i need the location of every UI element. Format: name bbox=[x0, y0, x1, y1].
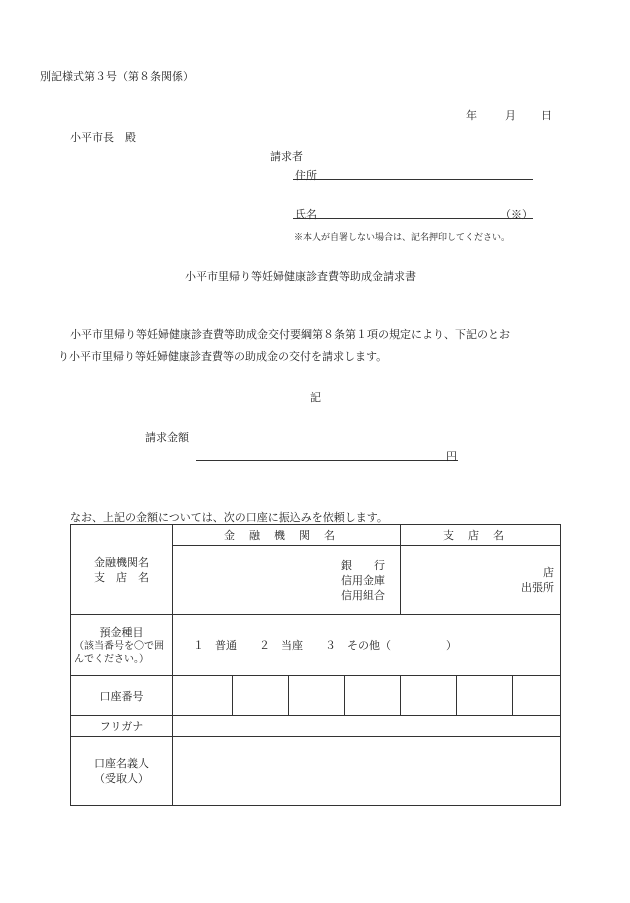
applicant-label: 請求者 bbox=[270, 150, 303, 163]
header-bank-name: 金融機関名 bbox=[173, 525, 401, 546]
account-digit-7[interactable] bbox=[513, 676, 561, 716]
bank-type-shinkin: 信用金庫 bbox=[341, 573, 385, 587]
name-line[interactable] bbox=[293, 218, 533, 219]
branch-type-office: 出張所 bbox=[521, 581, 555, 594]
bank-type-shinkumi: 信用組合 bbox=[341, 588, 385, 602]
body-text-line-2: り小平市里帰り等妊婦健康診査費等の助成金の交付を請求します。 bbox=[58, 350, 388, 363]
header-branch-name: 支店名 bbox=[401, 525, 561, 546]
date-month-label: 月 bbox=[505, 109, 516, 122]
form-number: 別記様式第３号（第８条関係） bbox=[40, 70, 194, 83]
deposit-type-note: （該当番号を〇で囲んでください。） bbox=[74, 640, 164, 665]
seal-mark: （※） bbox=[500, 208, 533, 221]
account-number-label: 口座番号 bbox=[71, 676, 173, 716]
body-text-line-1: 小平市里帰り等妊婦健康診査費等助成金交付要綱第８条第１項の規定により、下記のとお bbox=[70, 328, 510, 341]
account-digit-1[interactable] bbox=[173, 676, 233, 716]
address-label: 住所 bbox=[295, 169, 317, 182]
document-title: 小平市里帰り等妊婦健康診査費等助成金請求書 bbox=[185, 270, 416, 283]
deposit-type-label bbox=[71, 615, 173, 676]
deposit-type-title: 預金種目 bbox=[99, 625, 144, 639]
bank-name-cell[interactable] bbox=[173, 546, 401, 615]
name-label: 氏名 bbox=[295, 208, 317, 221]
account-digit-6[interactable] bbox=[457, 676, 513, 716]
transfer-note: なお、上記の金額については、次の口座に振込みを依頼します。 bbox=[70, 511, 388, 524]
account-digit-3[interactable] bbox=[289, 676, 345, 716]
account-digit-2[interactable] bbox=[233, 676, 289, 716]
account-holder-label bbox=[71, 737, 173, 806]
address-line[interactable] bbox=[293, 179, 533, 180]
bank-type-bank: 銀 行 bbox=[341, 558, 385, 572]
bank-row-label-1: 金融機関名 bbox=[94, 555, 149, 569]
furigana-label: フリガナ bbox=[71, 716, 173, 737]
amount-unit: 円 bbox=[446, 450, 457, 463]
bank-row-label-2: 支 店 名 bbox=[94, 570, 149, 584]
date-year-label: 年 bbox=[466, 109, 477, 122]
account-holder-label-2: （受取人） bbox=[94, 772, 149, 785]
signature-note: ※本人が自署しない場合は、記名押印してください。 bbox=[294, 233, 511, 243]
branch-name-cell[interactable] bbox=[401, 546, 561, 615]
ki-label: 記 bbox=[310, 391, 321, 404]
account-digit-5[interactable] bbox=[401, 676, 457, 716]
amount-line[interactable] bbox=[196, 460, 458, 461]
amount-label: 請求金額 bbox=[145, 431, 189, 444]
branch-type-store: 店 bbox=[543, 566, 555, 579]
furigana-input[interactable] bbox=[173, 716, 561, 737]
account-holder-label-1: 口座名義人 bbox=[94, 757, 149, 770]
addressee: 小平市長 殿 bbox=[70, 131, 136, 144]
bank-row-label bbox=[71, 525, 173, 615]
account-digit-4[interactable] bbox=[345, 676, 401, 716]
account-holder-input[interactable] bbox=[173, 737, 561, 806]
bank-account-table bbox=[70, 524, 561, 806]
date-day-label: 日 bbox=[541, 109, 552, 122]
deposit-options[interactable]: １ 普通 ２ 当座 ３ その他（ ） bbox=[173, 615, 561, 676]
